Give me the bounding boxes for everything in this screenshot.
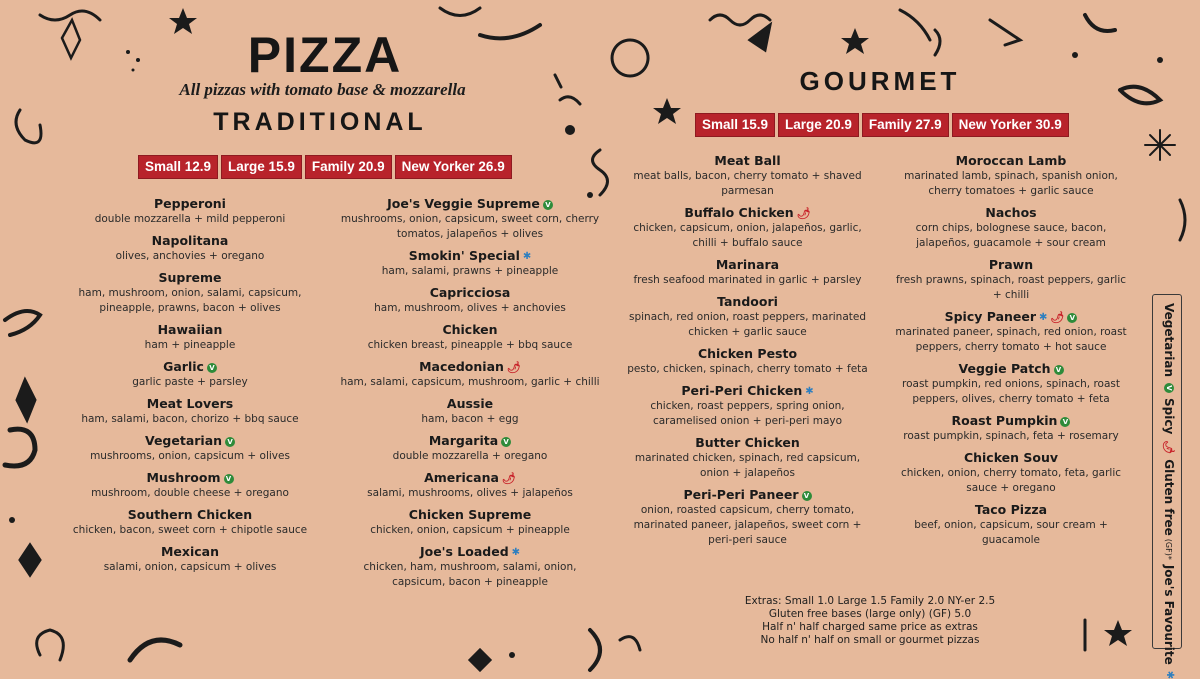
menu-item-name xyxy=(620,205,875,221)
menu-item xyxy=(70,396,310,427)
menu-item-name-text: Vegetarian xyxy=(144,433,223,448)
extras-prices: Extras: Small 1.0 Large 1.5 Family 2.0 NY-er 2.5 xyxy=(744,595,996,607)
menu-item-name-text: Veggie Patch xyxy=(958,361,1051,376)
menu-item xyxy=(70,507,310,538)
menu-item-name-text: Peri-Peri Paneer xyxy=(683,487,799,502)
menu-item-description: mushrooms, onion, capsicum, sweet corn, cherry tomatos, jalapeños + olives xyxy=(340,213,600,240)
menu-item-name xyxy=(620,487,875,503)
menu-item xyxy=(620,205,875,251)
menu-item-name xyxy=(890,502,1132,518)
menu-item-name-text: Mushroom xyxy=(146,470,221,485)
menu-item-name xyxy=(890,413,1132,429)
menu-item xyxy=(70,196,310,227)
menu-item-name-text: Roast Pumpkin xyxy=(951,413,1058,428)
chilli-icon: 🌶 xyxy=(501,472,516,485)
menu-title: PIZZA xyxy=(247,27,403,83)
menu-item-name-text: Smokin' Special xyxy=(408,248,520,263)
menu-item xyxy=(890,257,1132,303)
legend-gluten-free-code: (GF)* xyxy=(1164,538,1174,560)
menu-item xyxy=(70,359,310,390)
menu-item-name xyxy=(340,196,600,212)
menu-item-description: garlic paste + parsley xyxy=(132,376,248,388)
menu-item-description: ham + pineapple xyxy=(144,339,236,351)
menu-item-description: pesto, chicken, spinach, cherry tomato + feta xyxy=(627,363,868,375)
menu-item xyxy=(620,487,875,548)
menu-item-description: double mozzarella + mild pepperoni xyxy=(94,213,286,225)
menu-item-name-text: Joe's Loaded xyxy=(419,544,509,559)
gourmet-column-left xyxy=(620,153,875,554)
menu-item-description: olives, anchovies + oregano xyxy=(115,250,265,262)
menu-item-name xyxy=(70,270,310,286)
chilli-icon: 🌶 xyxy=(1162,440,1176,455)
vegetarian-icon: V xyxy=(1054,365,1064,375)
menu-item xyxy=(340,433,600,464)
menu-item-name xyxy=(340,507,600,523)
menu-item-name xyxy=(70,322,310,338)
menu-item-name-text: Peri-Peri Chicken xyxy=(681,383,803,398)
menu-item xyxy=(620,383,875,429)
menu-item-name xyxy=(890,309,1132,325)
menu-item-description: marinated lamb, spinach, spanish onion, cherry tomatoes + garlic sauce xyxy=(904,170,1118,197)
price-large: Large 20.9 xyxy=(778,113,859,137)
vegetarian-icon: V xyxy=(1060,417,1070,427)
menu-item xyxy=(620,153,875,199)
menu-item-name xyxy=(340,544,600,560)
menu-item xyxy=(620,294,875,340)
price-small: Small 12.9 xyxy=(138,155,218,179)
legend-favourite: Joe's Favourite xyxy=(1162,564,1176,665)
menu-item-name-text: Nachos xyxy=(985,205,1037,220)
menu-item-name-text: Macedonian xyxy=(419,359,504,374)
half-n-half-restriction: No half n' half on small or gourmet pizzas xyxy=(760,634,980,646)
menu-item xyxy=(620,346,875,377)
menu-item-description: mushroom, double cheese + oregano xyxy=(91,487,289,499)
menu-item-name-text: Pepperoni xyxy=(154,196,226,211)
menu-item xyxy=(70,544,310,575)
menu-item-description: chicken, onion, capsicum + pineapple xyxy=(370,524,570,536)
menu-item-name xyxy=(890,361,1132,377)
menu-item-name xyxy=(890,153,1132,169)
menu-item xyxy=(70,433,310,464)
menu-item-name xyxy=(340,322,600,338)
menu-item-name-text: Napolitana xyxy=(151,233,229,248)
extras-info xyxy=(700,595,1040,647)
menu-item xyxy=(890,450,1132,496)
menu-item xyxy=(890,205,1132,251)
gluten-free-note: Gluten free bases (large only) (GF) 5.0 xyxy=(768,608,972,620)
vegetarian-icon: V xyxy=(1164,383,1174,393)
menu-item-description: ham, mushroom, olives + anchovies xyxy=(374,302,566,314)
menu-item-name-text: Meat Lovers xyxy=(146,396,234,411)
menu-item-description: meat balls, bacon, cherry tomato + shaved parmesan xyxy=(633,170,862,197)
half-n-half-note: Half n' half charged same price as extras xyxy=(762,621,978,633)
menu-item-description: marinated chicken, spinach, red capsicum, onion + jalapeños xyxy=(634,452,861,479)
menu-item-description: corn chips, bolognese sauce, bacon, jalapeños, guacamole + sour cream xyxy=(915,222,1107,249)
menu-item-description: chicken, ham, mushroom, salami, onion, capsicum, bacon + pineapple xyxy=(363,561,577,588)
menu-item-name xyxy=(70,433,310,449)
vegetarian-icon: V xyxy=(224,474,234,484)
menu-item-description: ham, salami, capsicum, mushroom, garlic + chilli xyxy=(340,376,600,388)
menu-item-name xyxy=(70,233,310,249)
menu-item xyxy=(340,544,600,590)
price-family: Family 20.9 xyxy=(305,155,392,179)
menu-item xyxy=(620,435,875,481)
menu-item-description: salami, onion, capsicum + olives xyxy=(103,561,277,573)
gourmet-heading: GOURMET xyxy=(799,66,961,96)
menu-item-name xyxy=(70,470,310,486)
menu-item-name xyxy=(890,257,1132,273)
menu-item-description: fresh prawns, spinach, roast peppers, garlic + chilli xyxy=(895,274,1127,301)
menu-item-name-text: Americana xyxy=(424,470,499,485)
menu-tagline: All pizzas with tomato base & mozzarella xyxy=(179,80,466,99)
menu-item-description: marinated paneer, spinach, red onion, roast peppers, cherry tomato + hot sauce xyxy=(895,326,1127,353)
menu-item xyxy=(340,322,600,353)
favourite-icon: ✱ xyxy=(1164,670,1175,679)
favourite-icon: ✱ xyxy=(1039,311,1048,323)
menu-item-name xyxy=(890,205,1132,221)
menu-item-description: ham, bacon + egg xyxy=(421,413,519,425)
legend-box xyxy=(1152,294,1182,679)
traditional-price-bar xyxy=(138,155,512,179)
menu-item-name-text: Mexican xyxy=(160,544,219,559)
menu-item-name-text: Capricciosa xyxy=(429,285,511,300)
vegetarian-icon: V xyxy=(802,491,812,501)
menu-item-name xyxy=(620,383,875,399)
menu-item-description: roast pumpkin, red onions, spinach, roast peppers, olives, cherry tomato + feta xyxy=(902,378,1120,405)
vegetarian-icon: V xyxy=(207,363,217,373)
menu-item xyxy=(70,470,310,501)
menu-item-name xyxy=(340,248,600,264)
menu-item-description: beef, onion, capsicum, sour cream + guacamole xyxy=(914,519,1108,546)
chilli-icon: 🌶 xyxy=(506,361,521,374)
menu-item xyxy=(340,196,600,242)
menu-item xyxy=(340,359,600,390)
menu-item-name xyxy=(340,433,600,449)
favourite-icon: ✱ xyxy=(522,250,532,262)
legend-gluten-free: Gluten free xyxy=(1162,459,1176,536)
menu-item-name-text: Garlic xyxy=(163,359,204,374)
menu-item xyxy=(890,309,1132,355)
menu-item-description: chicken breast, pineapple + bbq sauce xyxy=(367,339,573,351)
menu-item-description: chicken, bacon, sweet corn + chipotle sauce xyxy=(72,524,308,536)
menu-item-name xyxy=(340,470,600,486)
legend-spicy: Spicy xyxy=(1162,398,1176,435)
price-new-yorker: New Yorker 30.9 xyxy=(952,113,1069,137)
menu-item-name-text: Moroccan Lamb xyxy=(955,153,1067,168)
menu-item-name-text: Margarita xyxy=(428,433,499,448)
menu-item-name-text: Chicken Souv xyxy=(963,450,1059,465)
menu-item-description: ham, salami, prawns + pineapple xyxy=(381,265,559,277)
price-small: Small 15.9 xyxy=(695,113,775,137)
menu-item xyxy=(890,153,1132,199)
menu-item-name-text: Joe's Veggie Supreme xyxy=(387,196,540,211)
menu-item-name xyxy=(70,196,310,212)
menu-item xyxy=(890,361,1132,407)
menu-item-description: fresh seafood marinated in garlic + parsley xyxy=(633,274,862,286)
menu-item-description: onion, roasted capsicum, cherry tomato, marinated paneer, jalapeños, sweet corn + peri-peri sauce xyxy=(633,504,862,546)
menu-item xyxy=(620,257,875,288)
menu-item-name xyxy=(340,396,600,412)
favourite-icon: ✱ xyxy=(511,546,521,558)
menu-item-description: ham, mushroom, onion, salami, capsicum, pineapple, prawns, bacon + olives xyxy=(78,287,302,314)
menu-item-name-text: Aussie xyxy=(446,396,494,411)
menu-item-name xyxy=(620,435,875,451)
menu-item-name-text: Marinara xyxy=(715,257,780,272)
menu-item-description: roast pumpkin, spinach, feta + rosemary xyxy=(903,430,1119,442)
menu-item-name-text: Chicken xyxy=(442,322,498,337)
favourite-icon: ✱ xyxy=(805,385,814,397)
traditional-heading: TRADITIONAL xyxy=(213,108,427,136)
menu-item xyxy=(340,470,600,501)
menu-item-name-text: Supreme xyxy=(158,270,222,285)
menu-item-name xyxy=(890,450,1132,466)
menu-item xyxy=(340,507,600,538)
menu-item-description: salami, mushrooms, olives + jalapeños xyxy=(367,487,573,499)
menu-item-name-text: Buffalo Chicken xyxy=(684,205,794,220)
menu-item-description: ham, salami, bacon, chorizo + bbq sauce xyxy=(81,413,299,425)
menu-item-description: chicken, onion, cherry tomato, feta, garlic sauce + oregano xyxy=(900,467,1122,494)
vegetarian-icon: V xyxy=(501,437,511,447)
menu-item-name-text: Taco Pizza xyxy=(974,502,1048,517)
menu-item-name xyxy=(620,257,875,273)
menu-item xyxy=(70,322,310,353)
menu-item-name-text: Hawaiian xyxy=(157,322,223,337)
price-family: Family 27.9 xyxy=(862,113,949,137)
menu-item-name xyxy=(620,346,875,362)
menu-item-name-text: Prawn xyxy=(988,257,1034,272)
menu-item-name xyxy=(70,396,310,412)
gourmet-column-right xyxy=(890,153,1132,554)
menu-item xyxy=(340,248,600,279)
traditional-column-right xyxy=(340,196,600,596)
menu-item-name-text: Tandoori xyxy=(717,294,778,309)
price-new-yorker: New Yorker 26.9 xyxy=(395,155,512,179)
menu-item-name xyxy=(70,359,310,375)
menu-item-description: chicken, capsicum, onion, jalapeños, garlic, chilli + buffalo sauce xyxy=(633,222,862,249)
menu-item-name xyxy=(340,285,600,301)
chilli-icon: 🌶 xyxy=(796,207,811,220)
traditional-column-left xyxy=(70,196,310,581)
menu-item-name xyxy=(620,153,875,169)
menu-item xyxy=(890,502,1132,548)
menu-item-description: chicken, roast peppers, spring onion, caramelised onion + peri-peri mayo xyxy=(650,400,845,427)
menu-item-description: mushrooms, onion, capsicum + olives xyxy=(90,450,290,462)
gourmet-price-bar xyxy=(695,113,1069,137)
vegetarian-icon: V xyxy=(1067,313,1077,323)
chilli-icon: 🌶 xyxy=(1050,311,1065,324)
menu-item-name xyxy=(340,359,600,375)
menu-item-name-text: Southern Chicken xyxy=(127,507,253,522)
menu-item-name-text: Butter Chicken xyxy=(695,435,800,450)
menu-item xyxy=(70,233,310,264)
menu-item-description: spinach, red onion, roast peppers, marinated chicken + garlic sauce xyxy=(628,311,867,338)
menu-item-name-text: Meat Ball xyxy=(714,153,781,168)
price-large: Large 15.9 xyxy=(221,155,302,179)
vegetarian-icon: V xyxy=(543,200,553,210)
menu-item-name-text: Spicy Paneer xyxy=(944,309,1037,324)
menu-item-name-text: Chicken Supreme xyxy=(408,507,532,522)
menu-item xyxy=(340,396,600,427)
menu-item xyxy=(890,413,1132,444)
legend-vegetarian: Vegetarian xyxy=(1162,303,1176,378)
menu-item-name xyxy=(70,544,310,560)
menu-item xyxy=(340,285,600,316)
menu-item-name-text: Chicken Pesto xyxy=(697,346,798,361)
menu-item-description: double mozzarella + oregano xyxy=(392,450,548,462)
vegetarian-icon: V xyxy=(225,437,235,447)
menu-item xyxy=(70,270,310,316)
menu-item-name xyxy=(620,294,875,310)
menu-item-name xyxy=(70,507,310,523)
